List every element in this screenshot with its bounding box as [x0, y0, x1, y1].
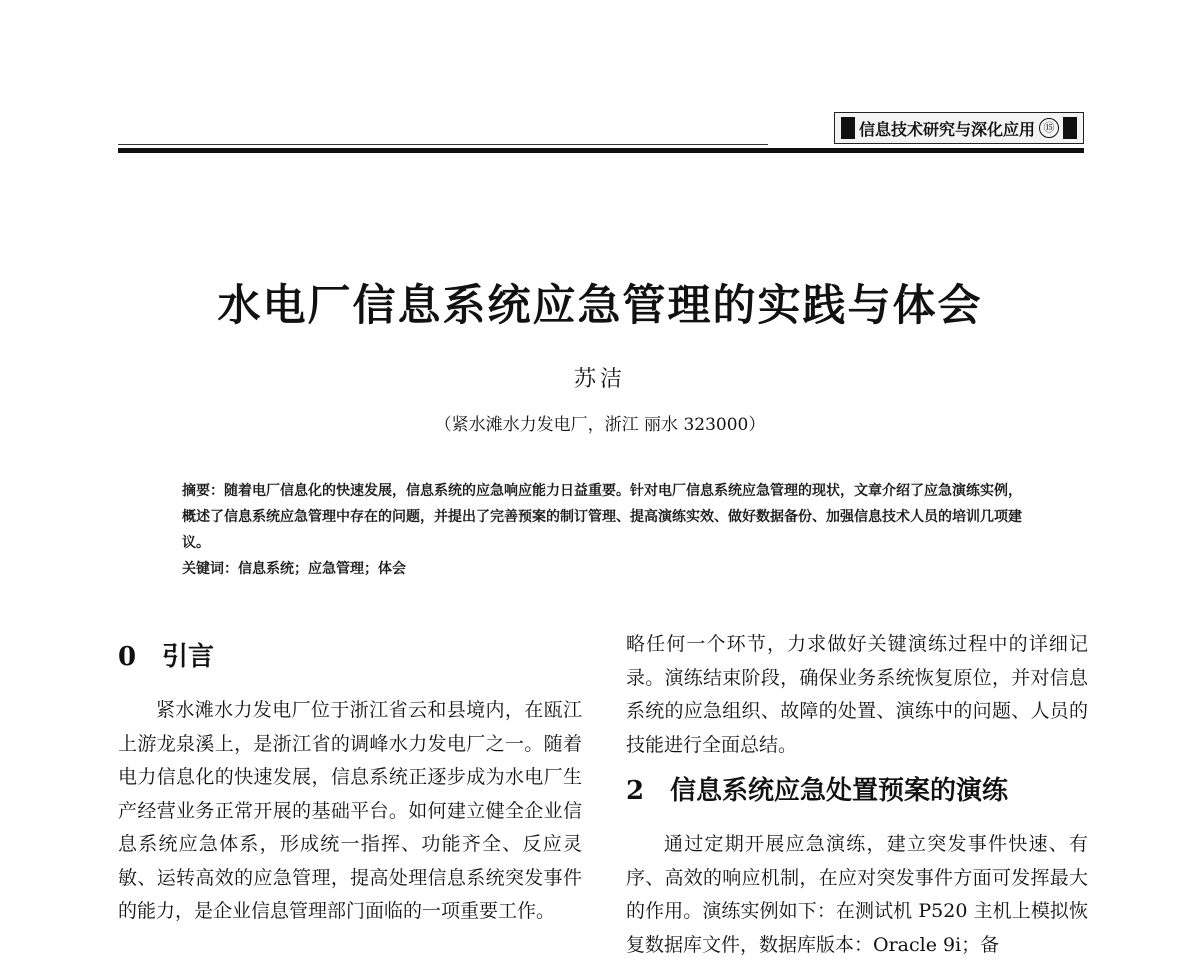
section-heading-0 [118, 634, 582, 682]
tag-block-icon [841, 117, 855, 139]
keywords-label: 关键词： [182, 561, 238, 577]
tag-block-icon-right [1063, 117, 1077, 139]
abstract-text: 随着电厂信息化的快速发展，信息系统的应急响应能力日益重要。针对电厂信息系统应急管理的现状，文章介绍了应急演练实例，概述了信息系统应急管理中存在的问题，并提出了完善预案的制订管理、提高演练实效、做好数据备份、加强信息技术人员的培训几项建议。 [182, 483, 1022, 551]
keywords [182, 556, 1032, 582]
body-paragraph: 紧水滩水力发电厂位于浙江省云和县境内，在瓯江上游龙泉溪上，是浙江省的调峰水力发电厂之一。随着电力信息化的快速发展，信息系统正逐步成为水电厂生产经营业务正常开展的基础平台。如何建立健全企业信息系统应急体系，形成统一指挥、功能齐全、反应灵敏、运转高效的应急管理，提高处理信息系统突发事件的能力，是企业信息管理部门面临的一项重要工作。 [118, 699, 582, 922]
left-column [118, 628, 582, 929]
right-column [626, 628, 1088, 962]
paper-title: 水电厂信息系统应急管理的实践与体会 [217, 281, 983, 331]
abstract-block [182, 478, 1032, 582]
body-paragraph: 通过定期开展应急演练，建立突发事件快速、有序、高效的响应机制，在应对突发事件方面可发挥最大的作用。演练实例如下：在测试机 P520 主机上模拟恢复数据库文件，数据库版本：Oracle 9i；备 [626, 833, 1088, 956]
abstract [182, 478, 1032, 556]
section-title: 信息系统应急处置预案的演练 [670, 776, 1009, 807]
journal-section-label: 信息技术研究与深化应用 [858, 119, 1035, 139]
page-mark: ⑮ [1039, 118, 1059, 138]
header-rule-thin [118, 144, 768, 145]
section-tag [834, 112, 1084, 144]
abstract-label: 摘要： [182, 483, 224, 499]
section-heading-2 [626, 768, 1088, 816]
section-number: 0 [118, 642, 137, 673]
running-header [118, 108, 1084, 152]
section-title: 引言 [162, 642, 215, 673]
author-name: 苏洁 [573, 367, 626, 392]
affiliation: （紧水滩水力发电厂，浙江 丽水 323000） [434, 415, 766, 435]
header-rule-thick [118, 148, 1084, 153]
section-number: 2 [626, 776, 645, 807]
body-paragraph-continued: 略任何一个环节，力求做好关键演练过程中的详细记录。演练结束阶段，确保业务系统恢复原位，并对信息系统的应急组织、故障的处置、演练中的问题、人员的技能进行全面总结。 [626, 633, 1088, 756]
keywords-text: 信息系统；应急管理；体会 [238, 561, 406, 577]
